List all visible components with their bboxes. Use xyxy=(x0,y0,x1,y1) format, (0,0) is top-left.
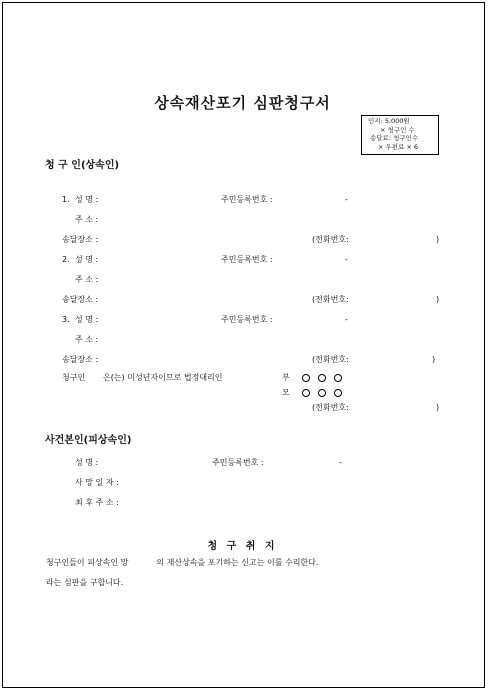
claimant-3-rrn-label: 주민등록번호 : xyxy=(221,315,273,324)
purpose-heading: 청 구 취 지 xyxy=(207,541,278,552)
deceased-rrn-label: 주민등록번호 : xyxy=(212,458,264,467)
claimant-2-name-label: 성 명 : xyxy=(75,255,99,264)
purpose-line-2: 라는 심판을 구합니다. xyxy=(46,578,124,587)
claimant-1-number: 1. xyxy=(62,195,70,204)
claimant-2-delivery-label: 송달장소 : xyxy=(62,295,99,304)
claimant-1-name-label: 성 명 : xyxy=(75,195,99,204)
circle-mark-icon xyxy=(302,389,310,397)
claimant-1-rrn-label: 주민등록번호 : xyxy=(221,195,273,204)
claimant-2-addr-label: 주 소 : xyxy=(75,275,99,284)
death-date-label: 사 망 일 자 : xyxy=(75,478,119,487)
circle-mark-icon xyxy=(318,374,326,382)
guardian-phone-close: ) xyxy=(436,403,440,412)
circle-mark-icon xyxy=(334,374,342,382)
stamp-line-4: × 우편료 × 6 xyxy=(378,142,419,151)
claimant-3-rrn-dash: - xyxy=(345,315,348,324)
claimant-2-number: 2. xyxy=(62,255,70,264)
claimant-1-addr-label: 주 소 : xyxy=(75,215,99,224)
claimant-3-name-label: 성 명 : xyxy=(75,315,99,324)
minor-guardian-note: 청구인 은(는) 미성년자이므로 법정대리인 xyxy=(62,373,223,382)
deceased-name-label: 성 명 : xyxy=(75,458,99,467)
fee-stamp-box xyxy=(361,115,439,155)
claimant-1-delivery-label: 송달장소 : xyxy=(62,235,99,244)
circle-mark-icon xyxy=(318,389,326,397)
deceased-rrn-dash: - xyxy=(339,458,342,467)
document-title: 상속재산포기 심판청구서 xyxy=(154,94,331,112)
father-label: 부 xyxy=(282,373,290,382)
guardian-phone-label: (전화번호: xyxy=(312,403,349,412)
claimant-section-heading: 청 구 인(상속인) xyxy=(45,160,120,171)
claimant-1-rrn-dash: - xyxy=(345,195,348,204)
deceased-section-heading: 사건본인(피상속인) xyxy=(45,435,132,446)
mother-label: 모 xyxy=(282,388,290,397)
circle-mark-icon xyxy=(334,389,342,397)
claimant-3-phone-close: ) xyxy=(432,355,436,364)
stamp-line-3: 송달료: 청구인수 xyxy=(370,134,419,142)
claimant-3-delivery-label: 송달장소 : xyxy=(62,355,99,364)
claimant-3-phone-label: (전화번호: xyxy=(312,355,349,364)
mother-row xyxy=(282,388,346,398)
claimant-3-addr-label: 주 소 : xyxy=(75,335,99,344)
claimant-3-number: 3. xyxy=(62,315,70,324)
claimant-1-phone-label: (전화번호: xyxy=(312,235,349,244)
claimant-1-phone-close: ) xyxy=(436,235,440,244)
stamp-line-2: × 청구인 수 xyxy=(380,125,415,134)
circle-mark-icon xyxy=(302,374,310,382)
purpose-line-1: 청구인들이 피상속인 망 의 재산상속을 포기하는 신고는 이를 수리한다. xyxy=(46,558,319,567)
claimant-2-rrn-label: 주민등록번호 : xyxy=(221,255,273,264)
claimant-2-phone-label: (전화번호: xyxy=(312,295,349,304)
last-address-label: 최 후 주 소 : xyxy=(75,498,119,507)
claimant-2-rrn-dash: - xyxy=(345,255,348,264)
stamp-line-1: 인지: 5,000원 xyxy=(368,117,410,125)
father-row xyxy=(282,373,346,383)
claimant-2-phone-close: ) xyxy=(436,295,440,304)
